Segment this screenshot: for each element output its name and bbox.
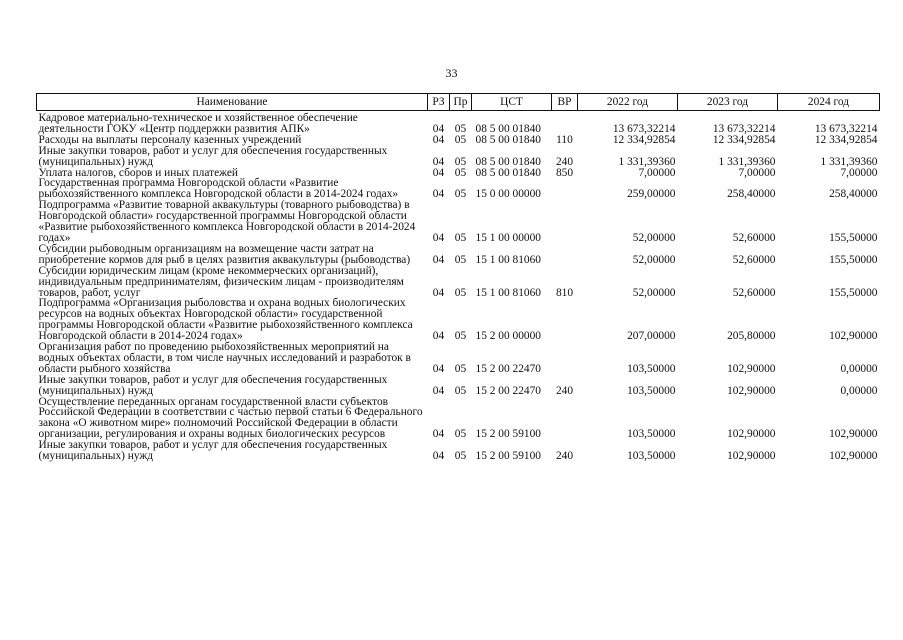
- cell-cst: 15 2 00 22470: [475, 362, 541, 375]
- table-row: [37, 200, 880, 244]
- cell-rz: 04: [432, 166, 445, 179]
- cell-vr: [552, 111, 578, 135]
- header-2022: 2022 год: [578, 94, 678, 111]
- cell-2023: 102,90000: [727, 362, 776, 375]
- cell-2024: 12 334,92854: [814, 133, 878, 146]
- cell-2023: 258,40000: [727, 188, 776, 201]
- table-body: [37, 111, 880, 463]
- cell-2024: 155,50000: [829, 231, 878, 244]
- cell-vr: [552, 298, 578, 342]
- cell-2024: 102,90000: [829, 450, 878, 463]
- cell-2024: 155,50000: [829, 253, 878, 266]
- header-2023: 2023 год: [678, 94, 778, 111]
- cell-2022: 52,00000: [632, 253, 676, 266]
- page-number: 33: [445, 66, 458, 80]
- cell-2023: 205,80000: [727, 330, 776, 343]
- table-row: [37, 397, 880, 441]
- cell-vr: [552, 178, 578, 200]
- cell-2022: 259,00000: [627, 188, 676, 201]
- cell-pr: 05: [454, 188, 467, 201]
- cell-vr: [552, 342, 578, 375]
- cell-rz: 04: [432, 231, 445, 244]
- cell-pr: 05: [454, 286, 467, 299]
- cell-cst: 15 1 00 00000: [475, 231, 541, 244]
- cell-2023: 102,90000: [727, 384, 776, 397]
- table-row: [37, 375, 880, 397]
- cell-vr: [552, 200, 578, 244]
- cell-2024: 102,90000: [829, 330, 878, 343]
- table-row: [37, 244, 880, 266]
- cell-cst: 15 2 00 59100: [475, 428, 541, 441]
- cell-cst: 15 2 00 59100: [475, 450, 541, 463]
- header-cst: ЦСТ: [472, 94, 552, 111]
- cell-pr: 05: [454, 428, 467, 441]
- cell-vr: [552, 244, 578, 266]
- cell-cst: 15 2 00 22470: [475, 384, 541, 397]
- cell-vr: 850: [555, 166, 574, 179]
- cell-pr: 05: [454, 450, 467, 463]
- cell-2022: 7,00000: [638, 166, 676, 179]
- cell-vr: 810: [555, 286, 574, 299]
- table-row: [37, 178, 880, 200]
- table-row: [37, 342, 880, 375]
- table-row: [37, 266, 880, 299]
- cell-2022: 52,00000: [632, 286, 676, 299]
- cell-cst: 15 0 00 00000: [475, 188, 541, 201]
- cell-2024: 258,40000: [829, 188, 878, 201]
- cell-2023: 52,60000: [732, 286, 776, 299]
- cell-2023: 52,60000: [732, 253, 776, 266]
- cell-2022: 52,00000: [632, 231, 676, 244]
- cell-cst: 08 5 00 01840: [475, 133, 541, 146]
- cell-2022: 103,50000: [627, 450, 676, 463]
- cell-pr: 05: [454, 384, 467, 397]
- cell-rz: 04: [432, 133, 445, 146]
- cell-2023: 1 331,39360: [718, 155, 776, 168]
- cell-2024: 1 331,39360: [820, 155, 878, 168]
- cell-pr: 05: [454, 362, 467, 375]
- cell-2022: 207,00000: [627, 330, 676, 343]
- cell-2023: 12 334,92854: [712, 133, 776, 146]
- cell-2023: 102,90000: [727, 428, 776, 441]
- cell-pr: 05: [454, 122, 467, 135]
- cell-2024: 0,00000: [840, 384, 878, 397]
- header-pr: Пр: [450, 94, 472, 111]
- cell-rz: 04: [432, 330, 445, 343]
- cell-rz: 04: [432, 384, 445, 397]
- cell-rz: 04: [432, 155, 445, 168]
- cell-2022: 103,50000: [627, 384, 676, 397]
- cell-name: Расходы на выплаты персоналу казенных учреждений: [38, 133, 302, 146]
- cell-rz: 04: [432, 188, 445, 201]
- cell-pr: 05: [454, 231, 467, 244]
- cell-rz: 04: [432, 428, 445, 441]
- cell-rz: 04: [432, 362, 445, 375]
- cell-name: Государственная программа Новгородской области «Развитие рыбохозяйственного комплекса Новгородской области в 2014-2024 годах»: [38, 177, 399, 201]
- cell-cst: 15 1 00 81060: [475, 286, 541, 299]
- cell-2024: 7,00000: [840, 166, 878, 179]
- budget-table: [36, 93, 880, 462]
- table-row: [37, 111, 880, 135]
- cell-rz: 04: [432, 450, 445, 463]
- cell-name: Подпрограмма «Развитие товарной аквакультуры (товарного рыбоводства) в Новгородской области» государственной программы Новгородской области «Развитие рыбохозяйственного комплекса Новгородской области в 2014-2024 годах»: [38, 199, 416, 244]
- header-rz: РЗ: [428, 94, 450, 111]
- cell-2024: 13 673,32214: [814, 122, 878, 135]
- cell-2023: 7,00000: [738, 166, 776, 179]
- cell-2023: 102,90000: [727, 450, 776, 463]
- table-header-row: [37, 94, 880, 111]
- cell-2022: 12 334,92854: [612, 133, 676, 146]
- cell-2022: 103,50000: [627, 428, 676, 441]
- cell-2022: 103,50000: [627, 362, 676, 375]
- cell-2024: 102,90000: [829, 428, 878, 441]
- cell-pr: 05: [454, 253, 467, 266]
- cell-2024: 0,00000: [840, 362, 878, 375]
- cell-pr: 05: [454, 166, 467, 179]
- cell-vr: 240: [555, 155, 574, 168]
- header-2024: 2024 год: [778, 94, 880, 111]
- cell-2024: 155,50000: [829, 286, 878, 299]
- cell-2022: 1 331,39360: [618, 155, 676, 168]
- cell-cst: 15 1 00 81060: [475, 253, 541, 266]
- cell-rz: 04: [432, 286, 445, 299]
- cell-name: Осуществление переданных органам государственной власти субъектов Российской Федерации в соответствии с частью первой статьи 6 Федерального закона «О животном мире» полномочий Российской Федерации в области организации, регулирования и охраны водных биологических ресурсов: [38, 395, 423, 441]
- cell-pr: 05: [454, 133, 467, 146]
- cell-rz: 04: [432, 253, 445, 266]
- cell-name: Иные закупки товаров, работ и услуг для обеспечения государственных (муниципальных) нужд: [38, 439, 388, 463]
- cell-2022: 13 673,32214: [612, 122, 676, 135]
- cell-cst: 08 5 00 01840: [475, 155, 541, 168]
- table-row: [37, 146, 880, 168]
- cell-vr: 240: [555, 384, 574, 397]
- cell-name: Субсидии рыбоводным организациям на возмещение части затрат на приобретение кормов для рыб в целях развития аквакультуры (рыбоводства): [38, 242, 411, 266]
- cell-cst: 08 5 00 01840: [475, 122, 541, 135]
- header-name: Наименование: [37, 94, 428, 111]
- cell-rz: 04: [432, 122, 445, 135]
- header-vr: ВР: [552, 94, 578, 111]
- cell-name: Иные закупки товаров, работ и услуг для обеспечения государственных (муниципальных) нужд: [38, 144, 388, 168]
- cell-name: Субсидии юридическим лицам (кроме некоммерческих организаций), индивидуальным предпринимателям, физическим лицам - производителям товаров, работ, услуг: [38, 264, 404, 299]
- cell-name: Иные закупки товаров, работ и услуг для обеспечения государственных (муниципальных) нужд: [38, 373, 388, 397]
- cell-2023: 13 673,32214: [712, 122, 776, 135]
- cell-vr: 110: [556, 133, 573, 146]
- cell-pr: 05: [454, 330, 467, 343]
- cell-vr: 240: [555, 450, 574, 463]
- table-row: [37, 440, 880, 462]
- cell-pr: 05: [454, 155, 467, 168]
- cell-name: Подпрограмма «Организация рыболовства и охрана водных биологических ресурсов на водных объектах Новгородской области» государственной программы Новгородской области «Развитие рыбохозяйственного комплекса Новгородской области в 2014-2024 годах»: [38, 297, 413, 343]
- cell-name: Уплата налогов, сборов и иных платежей: [38, 166, 238, 179]
- cell-cst: 15 2 00 00000: [475, 330, 541, 343]
- cell-2023: 52,60000: [732, 231, 776, 244]
- cell-name: Организация работ по проведению рыбохозяйственных мероприятий на водных объектах области, в том числе научных исследований и разработок в области рыбного хозяйства: [38, 341, 411, 375]
- cell-name: Кадровое материально-техническое и хозяйственное обеспечение деятельности ГОКУ «Центр поддержки развития АПК»: [38, 112, 358, 135]
- cell-cst: 08 5 00 01840: [475, 166, 541, 179]
- table-row: [37, 298, 880, 342]
- cell-vr: [552, 397, 578, 441]
